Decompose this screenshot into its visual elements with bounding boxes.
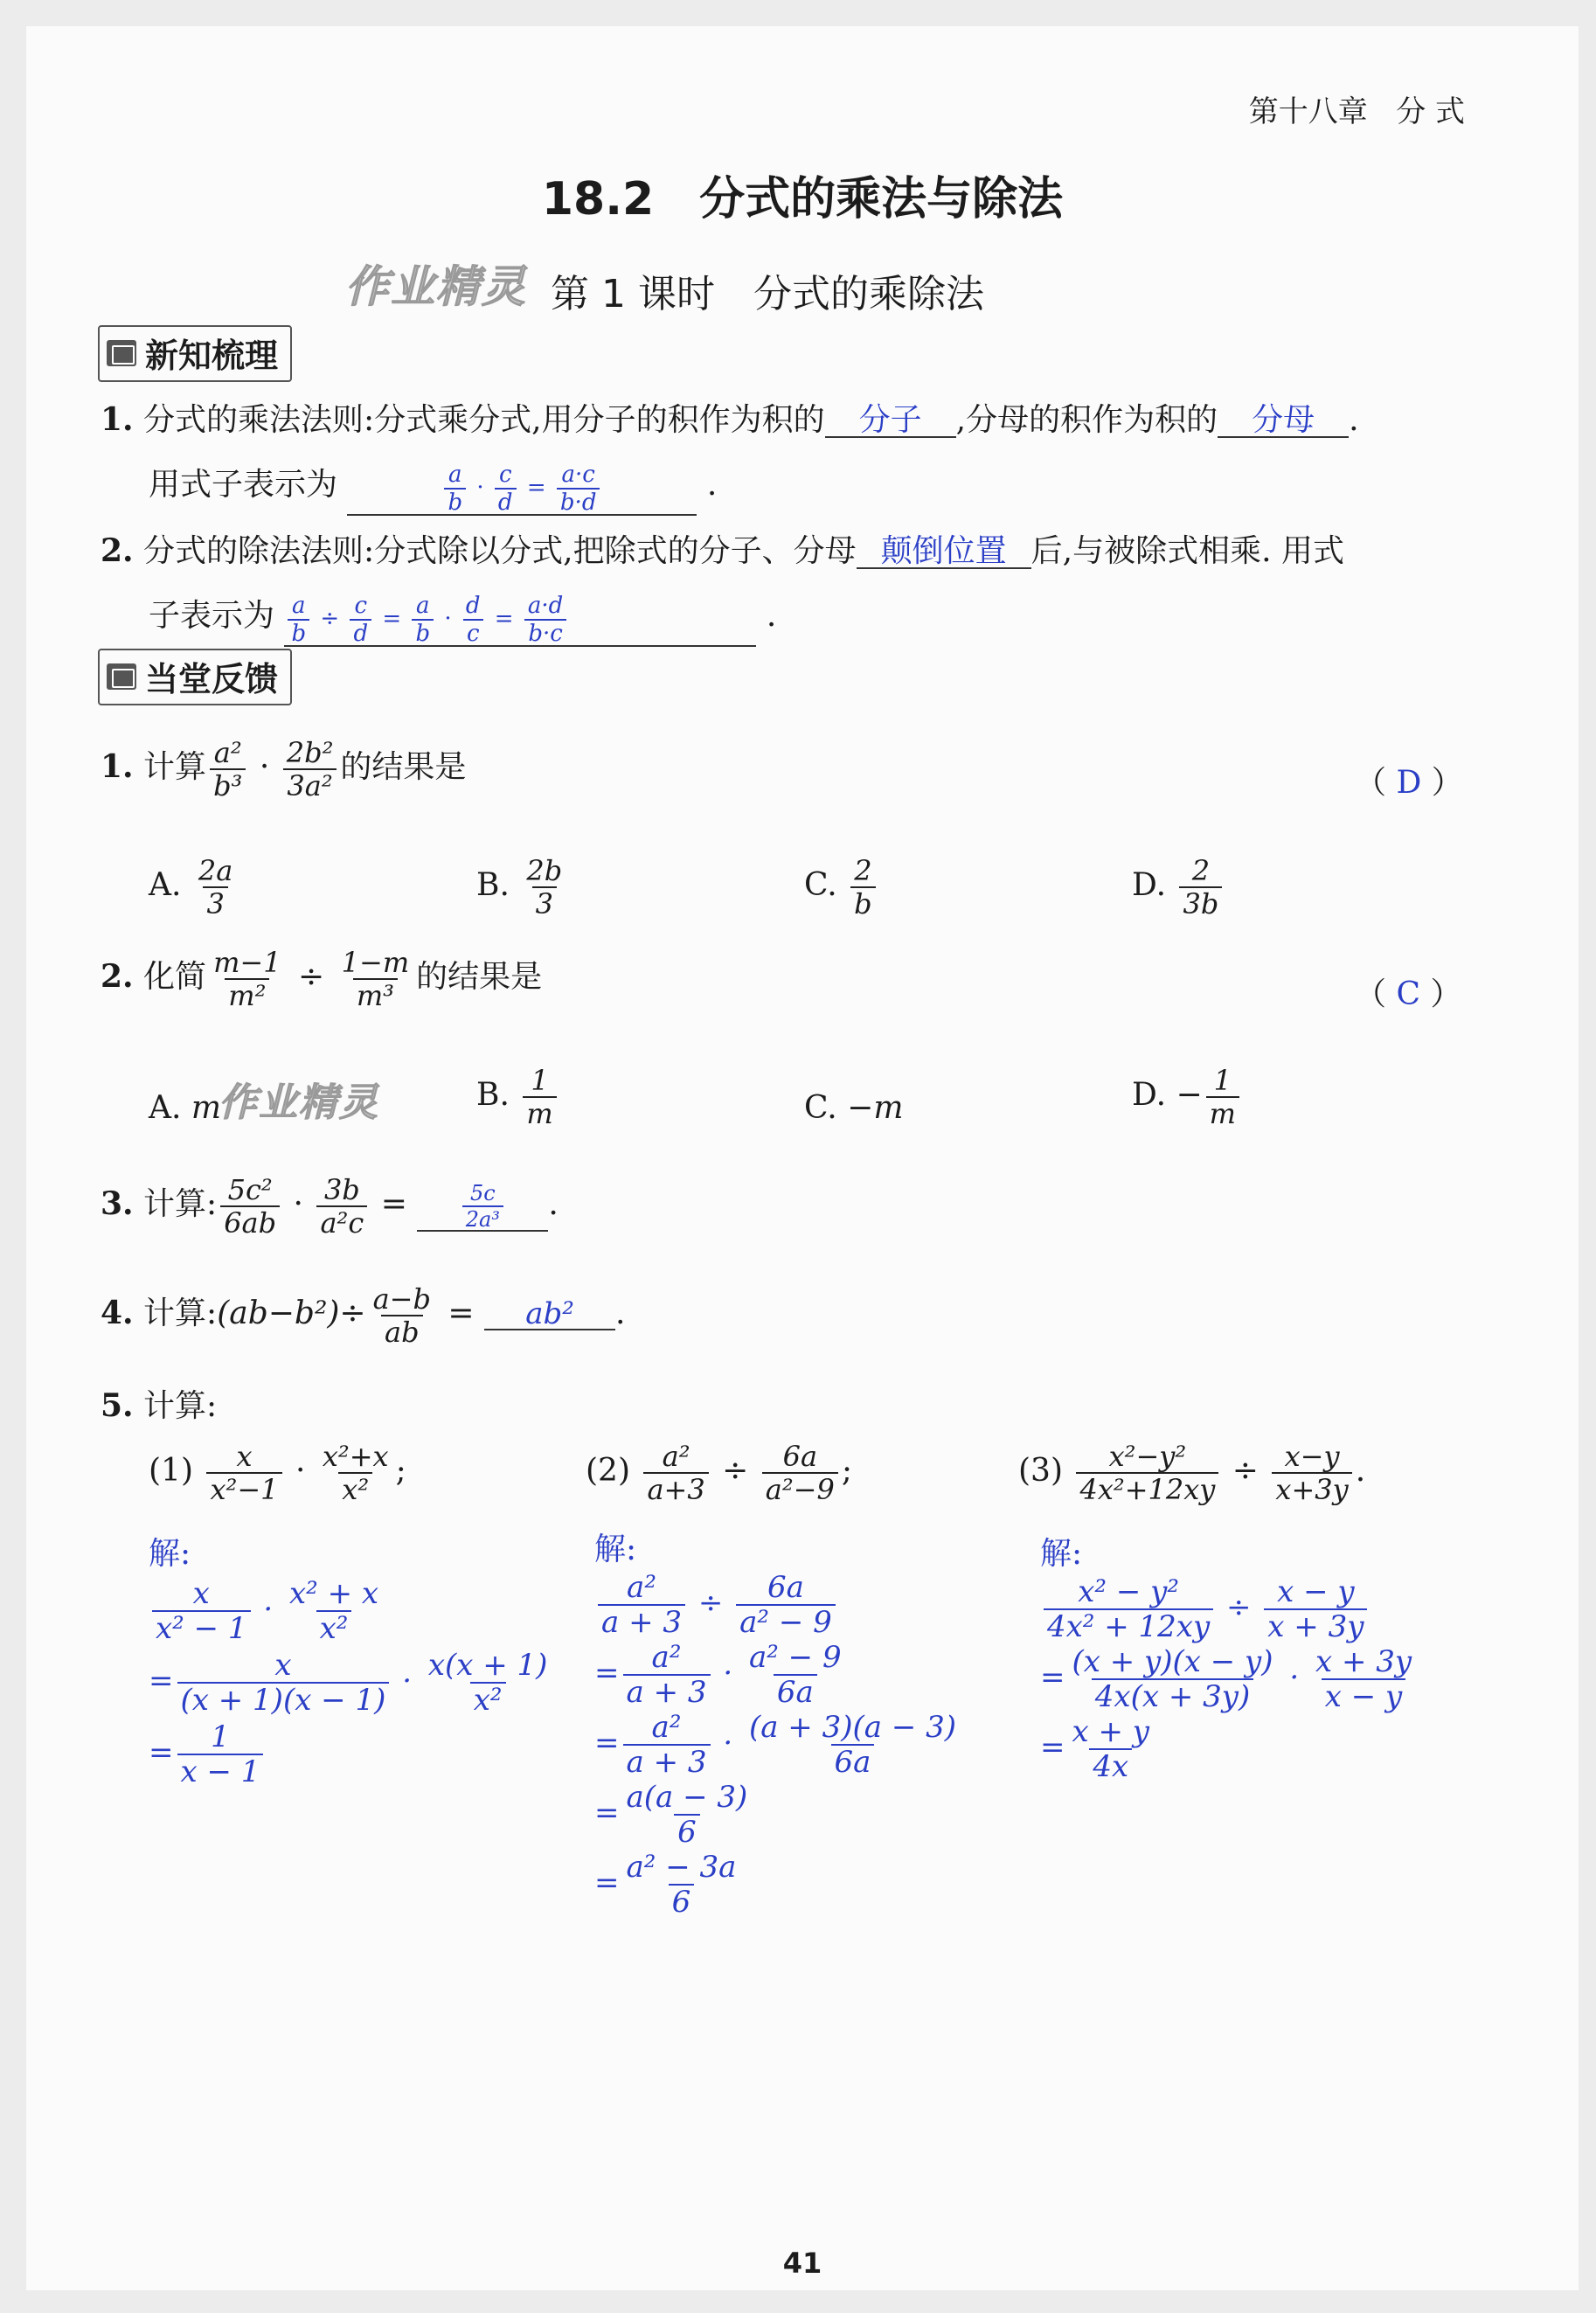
option-label: B. xyxy=(476,867,510,903)
expression: (ab−b²)÷ xyxy=(217,1295,366,1331)
item-text: 子表示为 xyxy=(149,598,275,634)
question-text: 计算: xyxy=(143,1186,218,1222)
book-icon xyxy=(107,340,136,366)
choice-answer: C xyxy=(1396,976,1420,1012)
part-1-solution: 解: $\frac{x}{\text{x² − 1}}$ · $\frac{\text{x² + x}}{\text{x²}}$ = $\frac{x}{(x + 1)(x - 1)}$ · $\frac{x(x + 1)}{\text{x²}}$ = $\frac{1}{x - 1}$ xyxy=(149,1539,554,1787)
question-number: 1. xyxy=(101,748,134,785)
option-d: D. $\frac{2}{3b}$ xyxy=(1132,857,1225,918)
choice-answer: D xyxy=(1396,765,1422,801)
solution-label: 解: xyxy=(149,1536,191,1572)
question-1: 1. 计算 $\frac{\text{a²}}{\text{b³}}$ · $\frac{\text{2b²}}{\text{3a²}}$ 的结果是 xyxy=(101,736,467,802)
option-d: D. − $\frac{1}{m}$ xyxy=(1132,1066,1243,1128)
solution-label: 解: xyxy=(1040,1536,1083,1572)
option-b: B. $\frac{2b}{3}$ xyxy=(476,854,563,920)
section-feedback xyxy=(98,649,292,705)
section-label: 新知梳理 xyxy=(145,337,279,375)
question-2: 2. 化简 $\frac{m-1}{\text{m²}}$ ÷ $\frac{1-m}{\text{m³}}$ 的结果是 xyxy=(101,946,543,1012)
answer-blank: 分子 xyxy=(825,405,956,438)
answer-blank: 颠倒位置 xyxy=(857,536,1031,569)
item-text: . xyxy=(706,467,718,503)
option-label: C. xyxy=(804,867,837,903)
page xyxy=(26,26,1579,2290)
knowledge-item-2-formula xyxy=(149,594,776,647)
part-3-problem: (3) $\frac{\text{x²−y²}}{\text{4x²+12xy}}$ ÷ $\frac{x-y}{x+3y}$ . xyxy=(1018,1440,1366,1506)
question-number: 4. xyxy=(101,1295,134,1331)
part-label: (3) xyxy=(1018,1453,1063,1489)
option-c: C. −m xyxy=(804,1090,904,1126)
question-number: 3. xyxy=(101,1185,134,1222)
question-text: 计算: xyxy=(143,1388,218,1424)
item-text: 分式的乘法法则:分式乘分式,用分子的积作为积的 xyxy=(143,402,825,438)
lesson-subtitle: 第 1 课时 分式的乘除法 xyxy=(551,272,984,316)
part-2-problem: (2) $\frac{\text{a²}}{a+3}$ ÷ $\frac{6a}{\text{a²−9}}$ ; xyxy=(586,1440,852,1506)
item-text: 后,与被除式相乘. 用式 xyxy=(1030,533,1344,569)
item-text: ,分母的积作为积的 xyxy=(955,402,1218,438)
watermark: 作业精灵 xyxy=(345,261,527,312)
chapter-label: 第十八章 xyxy=(1248,94,1368,129)
question-text: 化简 xyxy=(143,959,207,995)
section-label: 当堂反馈 xyxy=(145,660,279,698)
formula-blank: $\frac{a}{b}$ · $\frac{c}{d}$ = $\frac{a\cdot c}{b\cdot d}$ xyxy=(347,463,697,516)
option-b: B. $\frac{1}{m}$ xyxy=(476,1066,560,1128)
watermark: 作业精灵 xyxy=(219,1080,379,1125)
part-3-solution: 解: $\frac{\text{x² − y²}}{\text{4x² + 12xy}}$ ÷ $\frac{x - y}{x + 3y}$ = $\frac{(x + y)(x - y)}{4x(x + 3y)}$ · $\frac{x + 3y}{x - y}$ = $\frac{x + y}{4x}$ xyxy=(1040,1539,1419,1782)
pencil-icon xyxy=(107,663,136,690)
item-number: 1. xyxy=(101,401,134,438)
option-label: B. xyxy=(476,1077,510,1113)
item-text: . xyxy=(766,598,777,634)
knowledge-item-1 xyxy=(101,401,1359,438)
solution-label: 解: xyxy=(594,1532,637,1567)
part-label: (2) xyxy=(586,1453,630,1489)
question-text: 计算: xyxy=(143,1295,218,1331)
question-number: 2. xyxy=(101,958,134,995)
option-a: A. $\frac{2a}{3}$ xyxy=(149,854,233,920)
page-title: 18.2 分式的乘法与除法 xyxy=(541,173,1064,226)
chapter-header xyxy=(1249,87,1465,130)
item-text: . xyxy=(1349,402,1359,438)
part-2-solution: 解: $\frac{\text{a²}}{a + 3}$ ÷ $\frac{6a}{\text{a² − 9}}$ = $\frac{\text{a²}}{a + 3}$ · $\frac{\text{a² − 9}}{6a}$ = $\frac{\text{a²}}{a + 3}$ · $\frac{(a + 3)(a - 3)}{6a}$ = $\frac{a(a - 3)}{6}$ = $\frac{\text{a² − 3a}}{6}$ xyxy=(594,1534,963,1917)
part-1-problem: (1) $\frac{x}{\text{x²−1}}$ · $\frac{\text{x²+x}}{\text{x²}}$ ; xyxy=(149,1440,406,1506)
part-label: (1) xyxy=(149,1453,193,1489)
option-label: A. xyxy=(149,867,182,903)
answer-blank: ab² xyxy=(484,1299,615,1330)
item-number: 2. xyxy=(101,532,134,569)
option-a: A. m xyxy=(149,1090,222,1126)
section-new-knowledge xyxy=(98,325,292,382)
option-label: D. xyxy=(1132,867,1167,903)
knowledge-item-1-formula xyxy=(149,463,717,516)
page-number: 41 xyxy=(782,2247,822,2280)
knowledge-item-2 xyxy=(101,532,1344,569)
item-text: 用式子表示为 xyxy=(149,467,338,503)
question-2-answer: （ C ） xyxy=(1355,976,1462,1012)
question-3: 3. 计算: $\frac{\text{5c²}}{6ab}$ · $\frac{3b}{\text{a²c}}$ = $\frac{5c}{\text{2a³}}$ . xyxy=(101,1173,559,1240)
formula-blank: $\frac{a}{b}$ ÷ $\frac{c}{d}$ = $\frac{a}{b}$ · $\frac{d}{c}$ = $\frac{a\cdot d}{b\cdot c}$ xyxy=(284,594,756,647)
chapter-topic: 分 式 xyxy=(1396,94,1465,129)
question-text: 的结果是 xyxy=(340,749,467,785)
question-4: 4. 计算:(ab−b²)÷ $\frac{a-b}{ab}$ = ab² . xyxy=(101,1282,626,1349)
option-label: A. xyxy=(149,1090,182,1126)
option-label: D. xyxy=(1132,1077,1167,1113)
option-label: C. xyxy=(804,1090,837,1126)
question-text: 的结果是 xyxy=(416,959,543,995)
question-5 xyxy=(101,1387,218,1424)
question-text: 计算 xyxy=(143,749,207,785)
item-text: 分式的除法法则:分式除以分式,把除式的分子、分母 xyxy=(143,533,857,569)
question-1-answer: （ D ） xyxy=(1355,765,1463,801)
option-c: C. $\frac{2}{b}$ xyxy=(804,857,879,918)
answer-blank: 分母 xyxy=(1218,405,1349,438)
question-number: 5. xyxy=(101,1387,134,1424)
